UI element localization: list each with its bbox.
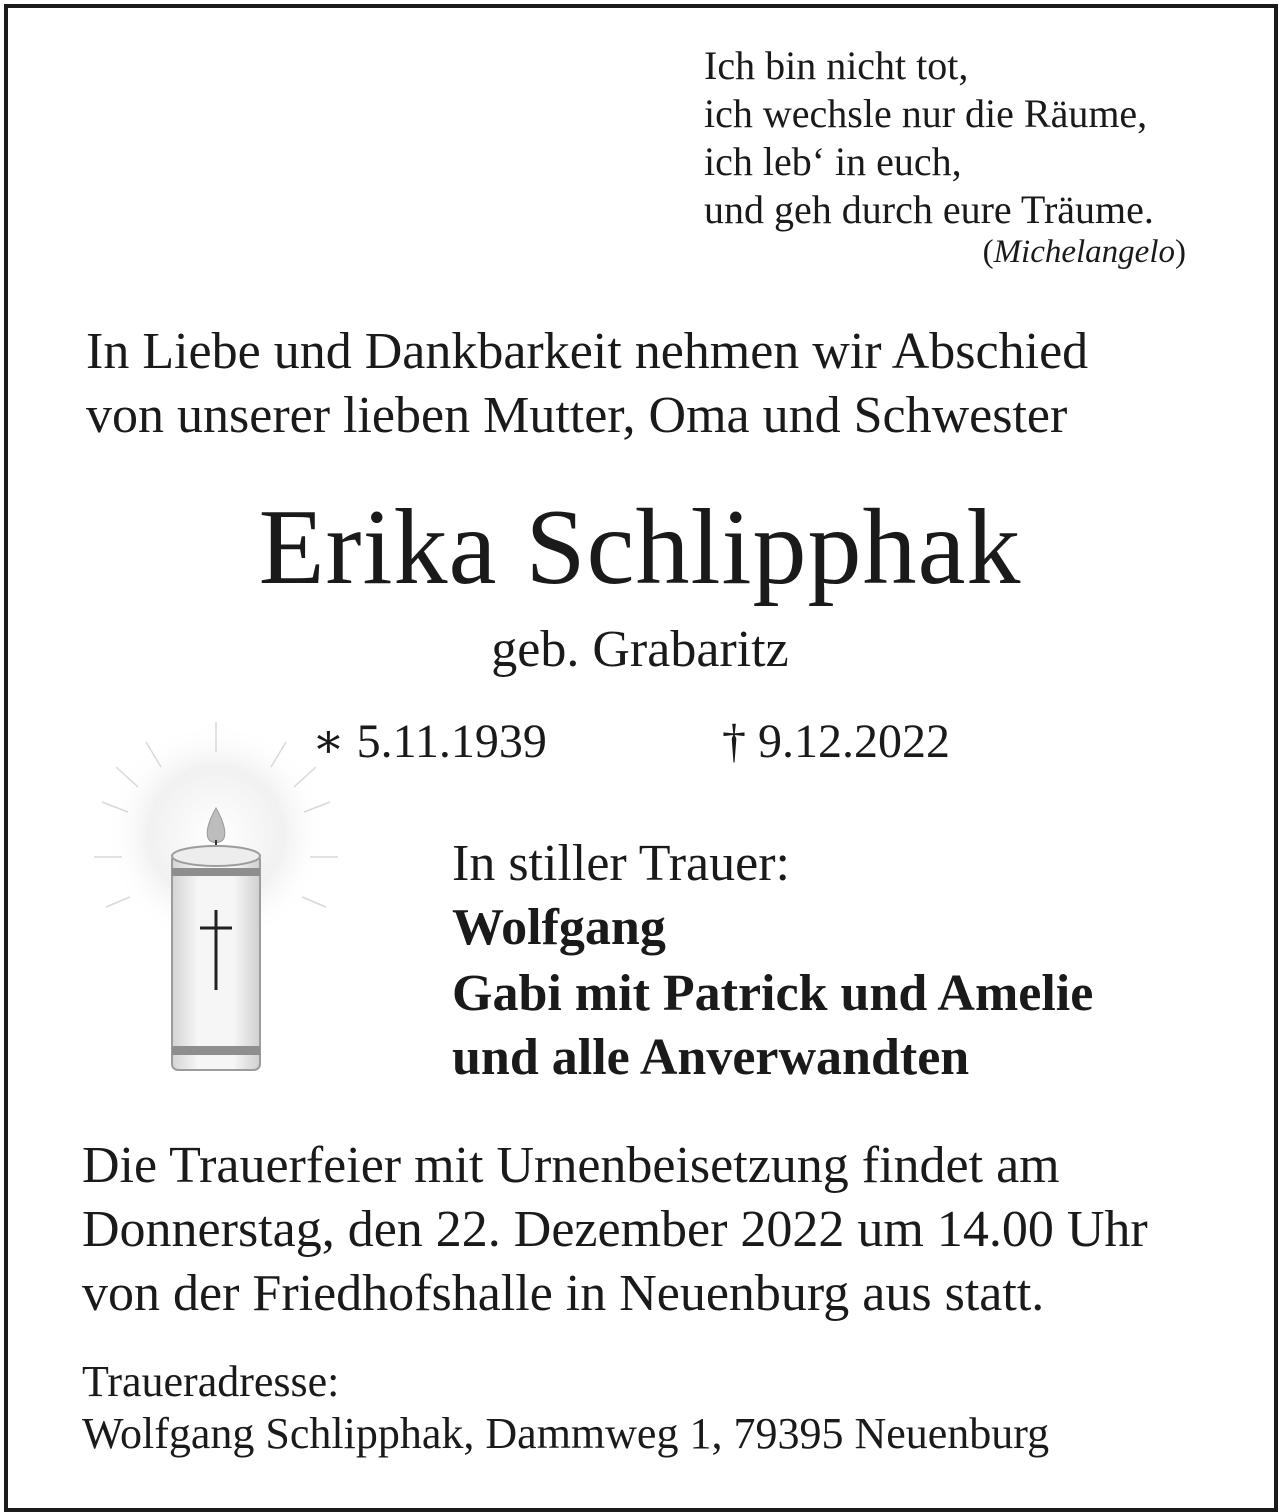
service-line-2: Donnerstag, den 22. Dezember 2022 um 14.00 Uhr bbox=[82, 1201, 1148, 1258]
poem-line-3: ich leb‘ in euch, bbox=[704, 139, 962, 184]
deceased-name: Erika Schlipphak bbox=[258, 488, 1022, 607]
mourner-line-1: Wolfgang bbox=[452, 899, 666, 956]
service-line-3: von der Friedhofshalle in Neuenburg aus statt. bbox=[82, 1265, 1045, 1322]
death-date-value: 9.12.2022 bbox=[758, 715, 950, 768]
death-date bbox=[722, 715, 950, 768]
mourners-heading: In stiller Trauer: bbox=[452, 835, 790, 892]
poem-author: Michelangelo bbox=[993, 234, 1175, 270]
mourner-line-3: und alle Anverwandten bbox=[452, 1029, 970, 1086]
death-cross-icon: † bbox=[722, 715, 746, 768]
service-line-1: Die Trauerfeier mit Urnenbeisetzung findet am bbox=[82, 1137, 1060, 1194]
birth-date-value: 5.11.1939 bbox=[356, 715, 547, 768]
address-text: Wolfgang Schlipphak, Dammweg 1, 79395 Neuenburg bbox=[82, 1409, 1050, 1458]
poem-attribution: (Michelangelo) bbox=[982, 234, 1186, 270]
birth-star-icon: ∗ bbox=[312, 715, 345, 768]
poem-line-2: ich wechsle nur die Räume, bbox=[704, 91, 1148, 136]
poem-line-1: Ich bin nicht tot, bbox=[704, 43, 969, 88]
birth-date bbox=[312, 715, 547, 768]
poem-line-4: und geh durch eure Träume. bbox=[704, 187, 1154, 232]
intro-line-2: von unserer lieben Mutter, Oma und Schwester bbox=[86, 387, 1068, 444]
maiden-name: geb. Grabaritz bbox=[491, 621, 789, 678]
intro-line-1: In Liebe und Dankbarkeit nehmen wir Abschied bbox=[86, 323, 1089, 380]
mourner-line-2: Gabi mit Patrick und Amelie bbox=[452, 965, 1094, 1022]
candle-with-cross-icon bbox=[86, 722, 346, 1082]
address-label: Traueradresse: bbox=[82, 1357, 340, 1406]
